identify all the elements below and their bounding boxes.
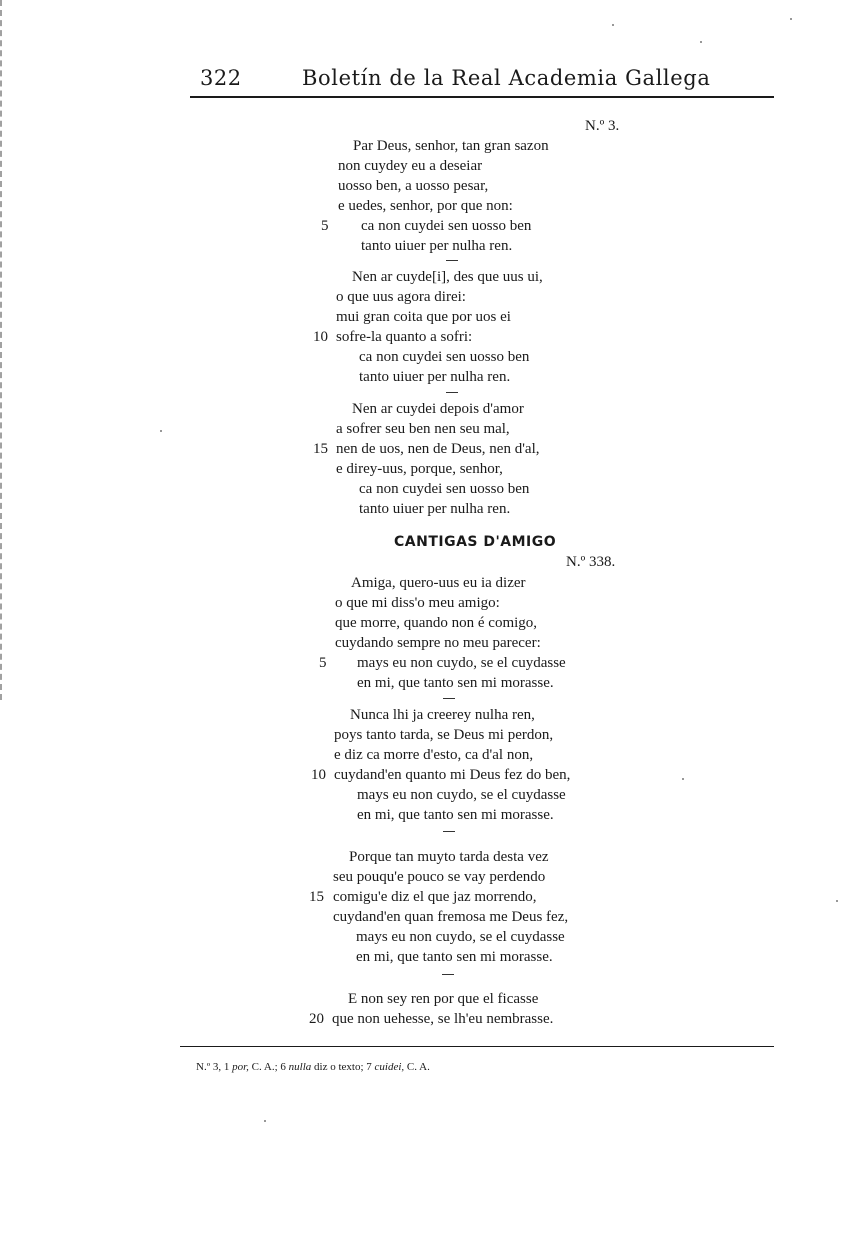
line-number: 5 <box>319 655 327 671</box>
stanza-divider <box>446 392 458 393</box>
scan-speck <box>612 24 614 26</box>
verse-line: que morre, quando non é comigo, <box>335 615 538 631</box>
footnote-word: nulla <box>288 1061 312 1073</box>
scan-speck <box>790 18 792 20</box>
footnote <box>196 1060 430 1074</box>
verse-line: Nen ar cuydei depois d'amor <box>352 401 524 417</box>
page-number: 322 <box>200 66 242 90</box>
verse-line: e uedes, senhor, por que non: <box>338 198 513 214</box>
verse-line: Porque tan muyto tarda desta vez <box>349 849 549 865</box>
verse-line: cuydand'en quan fremosa me Deus fez, <box>333 909 569 925</box>
verse-line: en mi, que tanto sen mi morasse. <box>356 949 553 965</box>
line-number: 20 <box>309 1011 324 1027</box>
verse-line: cuydand'en quanto mi Deus fez do ben, <box>334 767 571 783</box>
scan-speck <box>700 41 702 43</box>
poem-number: N.º 338. <box>566 554 616 570</box>
scan-speck <box>264 1120 266 1122</box>
verse-line: tanto uiuer per nulha ren. <box>359 369 511 385</box>
verse-line: que non uehesse, se lh'eu nembrasse. <box>332 1011 554 1027</box>
footnote-text: C. A. <box>406 1061 430 1073</box>
verse-line: Nen ar cuyde[i], des que uus ui, <box>352 269 543 285</box>
line-number: 5 <box>321 218 329 234</box>
verse-line: a sofrer seu ben nen seu mal, <box>336 421 510 437</box>
verse-line: cuydando sempre no meu parecer: <box>335 635 541 651</box>
running-head <box>190 66 774 96</box>
poem-number: N.º 3. <box>585 118 620 134</box>
footnote-line-number: 1 <box>223 1061 230 1073</box>
verse-line: o que mi diss'o meu amigo: <box>335 595 500 611</box>
verse-line: non cuydey eu a deseiar <box>338 158 483 174</box>
scan-edge <box>0 0 7 700</box>
footnote-text: C. A.; 6 <box>251 1061 286 1073</box>
scan-speck <box>160 430 162 432</box>
verse-line: mays eu non cuydo, se el cuydasse <box>356 929 565 945</box>
verse-line: E non sey ren por que el ficasse <box>348 991 539 1007</box>
verse-line: ca non cuydei sen uosso ben <box>359 481 530 497</box>
scan-speck <box>682 778 684 780</box>
verse-line: Nunca lhi ja creerey nulha ren, <box>350 707 535 723</box>
stanza-divider <box>442 974 454 975</box>
header-rule <box>190 96 774 98</box>
verse-line: comigu'e diz el que jaz morrendo, <box>333 889 537 905</box>
verse-line: tanto uiuer per nulha ren. <box>361 238 513 254</box>
verse-line: o que uus agora direi: <box>336 289 466 305</box>
verse-line: poys tanto tarda, se Deus mi perdon, <box>334 727 554 743</box>
verse-line: en mi, que tanto sen mi morasse. <box>357 807 554 823</box>
verse-line: e direy-uus, porque, senhor, <box>336 461 503 477</box>
stanza-divider <box>443 698 455 699</box>
stanza-divider <box>443 831 455 832</box>
line-number: 10 <box>311 767 326 783</box>
footnote-word: por, <box>232 1061 249 1073</box>
verse-line: en mi, que tanto sen mi morasse. <box>357 675 554 691</box>
stanza-divider <box>446 260 458 261</box>
section-heading: CANTIGAS D'AMIGO <box>394 534 557 550</box>
verse-line: seu pouqu'e pouco se vay perdendo <box>333 869 546 885</box>
verse-line: ca non cuydei sen uosso ben <box>361 218 532 234</box>
footnote-word: cuidei, <box>374 1061 405 1073</box>
verse-line: nen de uos, nen de Deus, nen d'al, <box>336 441 540 457</box>
verse-line: sofre-la quanto a sofri: <box>336 329 473 345</box>
line-number: 10 <box>313 329 328 345</box>
footnote-text: diz o texto; 7 <box>314 1061 372 1073</box>
verse-line: tanto uiuer per nulha ren. <box>359 501 511 517</box>
footnote-ref: N.º 3, <box>196 1061 222 1073</box>
verse-line: mui gran coita que por uos ei <box>336 309 511 325</box>
footnote-rule <box>180 1046 774 1047</box>
verse-line: mays eu non cuydo, se el cuydasse <box>357 787 566 803</box>
verse-line: uosso ben, a uosso pesar, <box>338 178 489 194</box>
line-number: 15 <box>313 441 328 457</box>
verse-line: e diz ca morre d'esto, ca d'al non, <box>334 747 534 763</box>
line-number: 15 <box>309 889 324 905</box>
scan-speck <box>836 900 838 902</box>
verse-line: Par Deus, senhor, tan gran sazon <box>353 138 549 154</box>
verse-line: mays eu non cuydo, se el cuydasse <box>357 655 566 671</box>
journal-title: Boletín de la Real Academia Gallega <box>302 66 711 90</box>
verse-line: ca non cuydei sen uosso ben <box>359 349 530 365</box>
verse-line: Amiga, quero-uus eu ia dizer <box>351 575 526 591</box>
